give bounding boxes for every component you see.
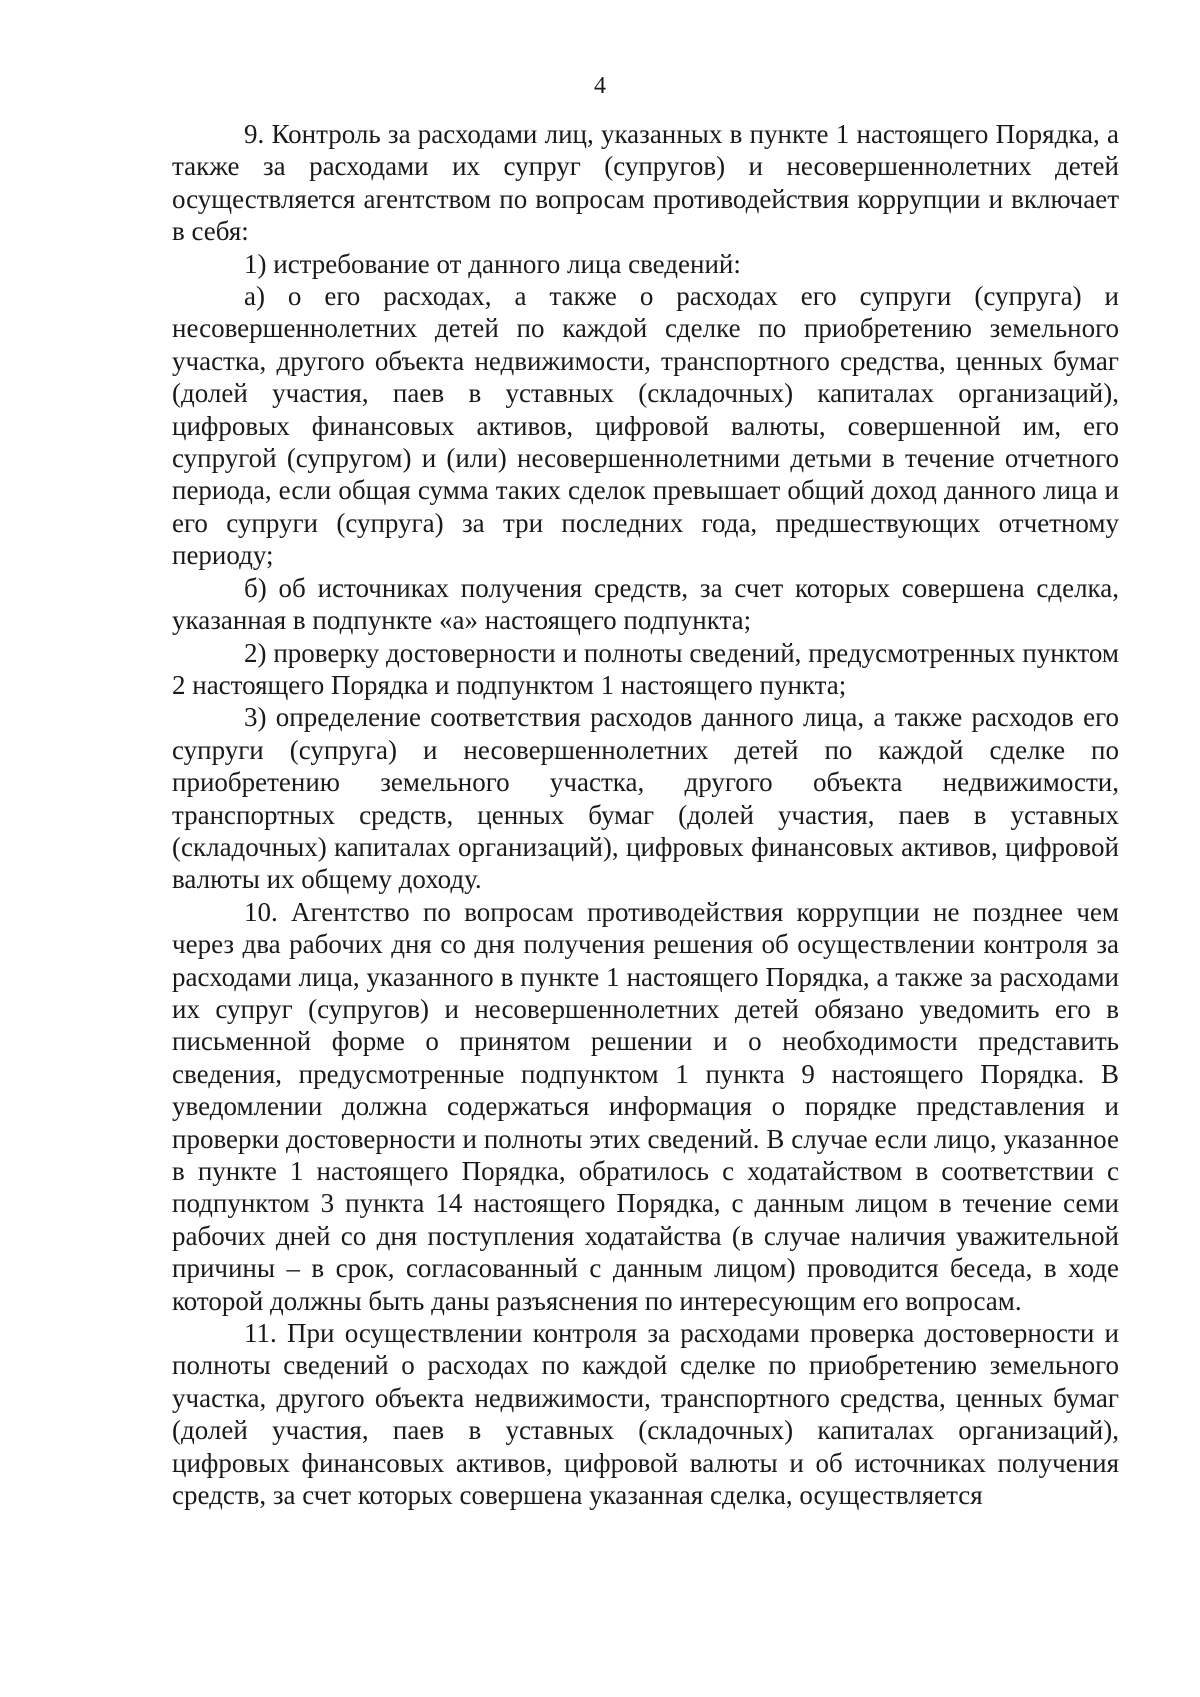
subitem-9-1-b: б) об источниках получения средств, за счет которых совершена сделка, указанная в подпункте «а» настоящего подпункта; xyxy=(172,572,1119,636)
subitem-9-1-a: а) о его расходах, а также о расходах его супруги (супруга) и несовершеннолетних детей по каждой сделке по приобретению земельного участка, другого объекта недвижимости, транспортного средства, ценных бумаг (долей участия, паев в уставных (складочных) капиталах организаций), цифровых финансовых активов, цифровой валюты, совершенной им, его супругой (супругом) и (или) несовершеннолетними детьми в течение отчетного периода, если общая сумма таких сделок превышает общий доход данного лица и его супруги (супруга) за три последних года, предшествующих отчетному периоду; xyxy=(172,281,1119,571)
subitem-9-3: 3) определение соответствия расходов данного лица, а также расходов его супруги (супруга) и несовершеннолетних детей по каждой сделке по приобретению земельного участка, другого объекта недвижимости, транспортных средств, ценных бумаг (долей участия, паев в уставных (складочных) капиталах организаций), цифровых финансовых активов, цифровой валюты их общему доходу. xyxy=(172,702,1119,895)
paragraph-10: 10. Агентство по вопросам противодействия коррупции не позднее чем через два рабочих дня со дня получения решения об осуществлении контроля за расходами лица, указанного в пункте 1 настоящего Порядка, а также за расходами их супруг (супругов) и несовершеннолетних детей обязано уведомить его в письменной форме о принятом решении и о необходимости представить сведения, предусмотренные подпунктом 1 пункта 9 настоящего Порядка. В уведомлении должна содержаться информация о порядке представления и проверки достоверности и полноты этих сведений. В случае если лицо, указанное в пункте 1 настоящего Порядка, обратилось с ходатайством в соответствии с подпунктом 3 пункта 14 настоящего Порядка, с данным лицом в течение семи рабочих дней со дня поступления ходатайства (в случае наличия уважительной причины – в срок, согласованный с данным лицом) проводится беседа, в ходе которой должны быть даны разъяснения по интересующим его вопросам. xyxy=(172,896,1119,1316)
subitem-9-2: 2) проверку достоверности и полноты сведений, предусмотренных пунктом 2 настоящего Порядка и подпунктом 1 настоящего пункта; xyxy=(172,637,1119,700)
paragraph-9-intro: 9. Контроль за расходами лиц, указанных в пункте 1 настоящего Порядка, а также за расходами их супруг (супругов) и несовершеннолетних детей осуществляется агентством по вопросам противодействия коррупции и включает в себя: xyxy=(172,119,1119,247)
paragraph-11: 11. При осуществлении контроля за расходами проверка достоверности и полноты сведений о расходах по каждой сделке по приобретению земельного участка, другого объекта недвижимости, транспортного средства, ценных бумаг (долей участия, паев в уставных (складочных) капиталах организаций), цифровых финансовых активов, цифровой валюты и об источниках получения средств, за счет которых совершена указанная сделка, осуществляется xyxy=(172,1318,1119,1511)
document-body xyxy=(172,118,1119,1511)
page-number: 4 xyxy=(594,73,606,99)
subitem-9-1: 1) истребование от данного лица сведений: xyxy=(244,248,741,279)
